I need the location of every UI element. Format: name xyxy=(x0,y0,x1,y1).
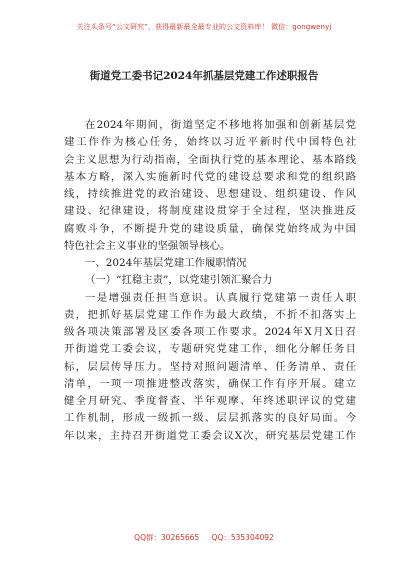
body-line: 责，把抓好基层党建工作作为最大政绩，不折不扣落实上 xyxy=(64,308,356,321)
body-line: 年以来，主持召开街道党工委会议X次，研究基层党建工作 xyxy=(64,429,356,442)
body-line: 清单，一项一项推进整改落实，确保工作有序开展。建立 xyxy=(64,377,356,390)
footer-qq-number: QQ：535304092 xyxy=(211,533,274,542)
body-line: 级各项决策部署及区委各项工作要求。2024年X月X日召 xyxy=(64,326,356,338)
section-heading: 一、2024年基层党建工作履职情况 xyxy=(85,257,247,269)
intro-line: 在2024年期间，街道坚定不移地将加强和创新基层党 xyxy=(85,119,356,131)
subsection-heading: （一）“扛稳主责”，以党建引领汇聚合力 xyxy=(85,274,273,287)
intro-line: 会主义思想为行动指南，全面执行党的基本理论、基本路线 xyxy=(64,153,356,166)
footer-contact xyxy=(0,532,408,543)
intro-line: 线，持续推进党的政治建设、思想建设、组织建设、作风 xyxy=(64,188,356,200)
intro-line: 建工作作为核心任务，始终以习近平新时代中国特色社 xyxy=(64,136,356,149)
intro-line: 特色社会主义事业的坚强领导核心。 xyxy=(64,239,231,252)
intro-line: 腐败斗争，不断提升党的建设质量，确保党始终成为中国 xyxy=(64,222,356,235)
body-line: 标，层层传导压力。坚持对照问题清单、任务清单、责任 xyxy=(64,360,356,373)
footer-qq-group: QQ群：30265665 xyxy=(134,533,200,542)
body-line: 工作机制，形成一级抓一级、层层抓落实的良好局面。今 xyxy=(64,412,356,425)
document-body xyxy=(64,117,356,445)
intro-line: 基本方略，深入实施新时代党的建设总要求和党的组织路 xyxy=(64,170,356,183)
body-line: 健全月研究、季度督查、半年观摩、年终述职评议的党建 xyxy=(64,395,356,407)
header-banner: 关注头条号“公文研究”，获得最新最全最专业的公文资料库！ 微信：gongwenyj xyxy=(76,23,332,31)
body-line: 开街道党工委会议，专题研究党建工作，细化分解任务目 xyxy=(64,343,356,356)
body-line: 一是增强责任担当意识。认真履行党建第一责任人职 xyxy=(85,291,356,304)
document-title: 街道党工委书记2024年抓基层党建工作述职报告 xyxy=(89,70,319,82)
intro-line: 建设、纪律建设，将制度建设贯穿于全过程，坚决推进反 xyxy=(64,205,356,218)
